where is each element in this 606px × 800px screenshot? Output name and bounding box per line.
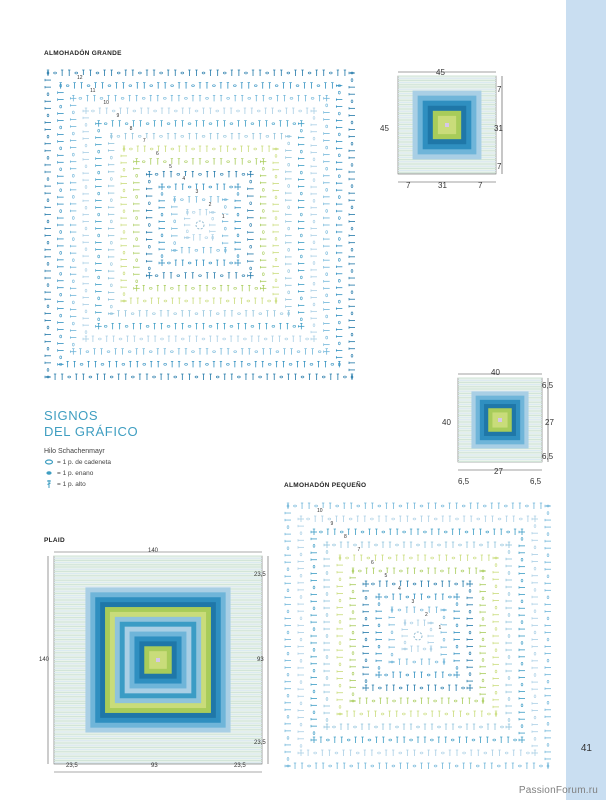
- plaid-dim-right-mid: 93: [257, 657, 264, 663]
- grande-crochet-chart: [44, 66, 356, 384]
- round-label: 7: [142, 138, 146, 145]
- grande-dim-bottom-mid: 31: [438, 181, 447, 190]
- watermark: PassionForum.ru: [518, 785, 598, 796]
- grande-dim-right-bottom: 7: [497, 162, 502, 171]
- pequeno-schematic: [454, 366, 554, 486]
- round-label: 4: [398, 586, 401, 592]
- plaid-dim-bottom-mid: 93: [151, 763, 158, 769]
- round-label: 10: [103, 100, 109, 107]
- legend-item: [44, 469, 224, 477]
- pequeno-dim-top: 40: [491, 368, 500, 377]
- side-band: [566, 0, 606, 800]
- plaid-schematic: [44, 546, 272, 776]
- round-label: 6: [156, 151, 159, 157]
- round-label: 3: [411, 599, 415, 605]
- round-label: 1: [438, 625, 442, 631]
- pequeno-dim-right-bottom: 6,5: [542, 452, 554, 461]
- schematic-drawing: [48, 552, 268, 772]
- legend-item: [44, 458, 224, 466]
- legend: [44, 408, 224, 488]
- pequeno-title: ALMOHADÓN PEQUEÑO: [284, 482, 367, 489]
- plaid-dim-bottom-left: 23,5: [66, 763, 78, 769]
- schematic-drawing: [396, 72, 502, 182]
- pequeno-dim-bottom-mid: 27: [494, 467, 503, 476]
- grande-dim-top: 45: [436, 68, 445, 77]
- schematic-drawing: [454, 374, 548, 470]
- round-label: 4: [182, 176, 186, 183]
- round-label: 7: [357, 547, 361, 553]
- plaid-dim-right-bottom: 23,5: [254, 740, 266, 746]
- grande-dim-right-mid: 31: [494, 124, 503, 133]
- pequeno-dim-right-top: 6,5: [542, 381, 554, 390]
- grande-title: ALMOHADÓN GRANDE: [44, 50, 122, 57]
- slip-stitch-icon: [44, 469, 54, 477]
- round-label: 11: [90, 87, 96, 94]
- round-label: 2: [425, 612, 428, 618]
- round-label: 5: [169, 163, 172, 170]
- pequeno-dim-bottom-right: 6,5: [530, 477, 542, 486]
- round-label: 6: [371, 560, 374, 566]
- plaid-dim-right-top: 23,5: [254, 572, 266, 578]
- round-label: 2: [208, 201, 212, 208]
- plaid-dim-top: 140: [148, 548, 159, 554]
- round-label: 8: [344, 534, 347, 540]
- round-label: 1: [221, 214, 225, 221]
- legend-yarn: Hilo Schachenmayr: [44, 448, 105, 455]
- pequeno-crochet-chart: [284, 492, 552, 780]
- legend-label-chain: = 1 p. de cadeneta: [57, 458, 112, 466]
- double-crochet-icon: [44, 480, 54, 488]
- legend-label-slip: = 1 p. enano: [57, 469, 94, 477]
- grande-dim-bottom-right: 7: [478, 181, 483, 190]
- plaid-dim-bottom-right: 23,5: [234, 763, 246, 769]
- round-label: 12: [77, 75, 83, 81]
- crochet-stitches: [285, 503, 551, 769]
- pequeno-dim-bottom-left: 6,5: [458, 477, 470, 486]
- grande-dim-bottom-left: 7: [406, 181, 411, 190]
- round-label: 9: [116, 113, 120, 119]
- chain-stitch-icon: [44, 458, 54, 466]
- plaid-title: PLAID: [44, 537, 65, 544]
- round-label: 10: [317, 508, 323, 514]
- round-label: 8: [129, 125, 133, 132]
- page-number: 41: [580, 743, 592, 754]
- crochet-stitches: [45, 70, 355, 380]
- grande-schematic: [396, 66, 506, 196]
- pequeno-dim-left: 40: [442, 418, 451, 427]
- legend-title-line2: DEL GRÁFICO: [44, 424, 139, 439]
- plaid-dim-left: 140: [39, 657, 50, 663]
- round-label: 9: [330, 521, 334, 527]
- grande-dim-left: 45: [380, 124, 389, 133]
- round-label: 3: [195, 189, 199, 195]
- round-label: 5: [384, 573, 388, 579]
- legend-label-dc: = 1 p. alto: [57, 480, 86, 488]
- legend-title-line1: SIGNOS: [44, 408, 99, 423]
- grande-dim-right-top: 7: [497, 85, 502, 94]
- legend-item: [44, 480, 224, 488]
- pequeno-dim-right-mid: 27: [545, 418, 554, 427]
